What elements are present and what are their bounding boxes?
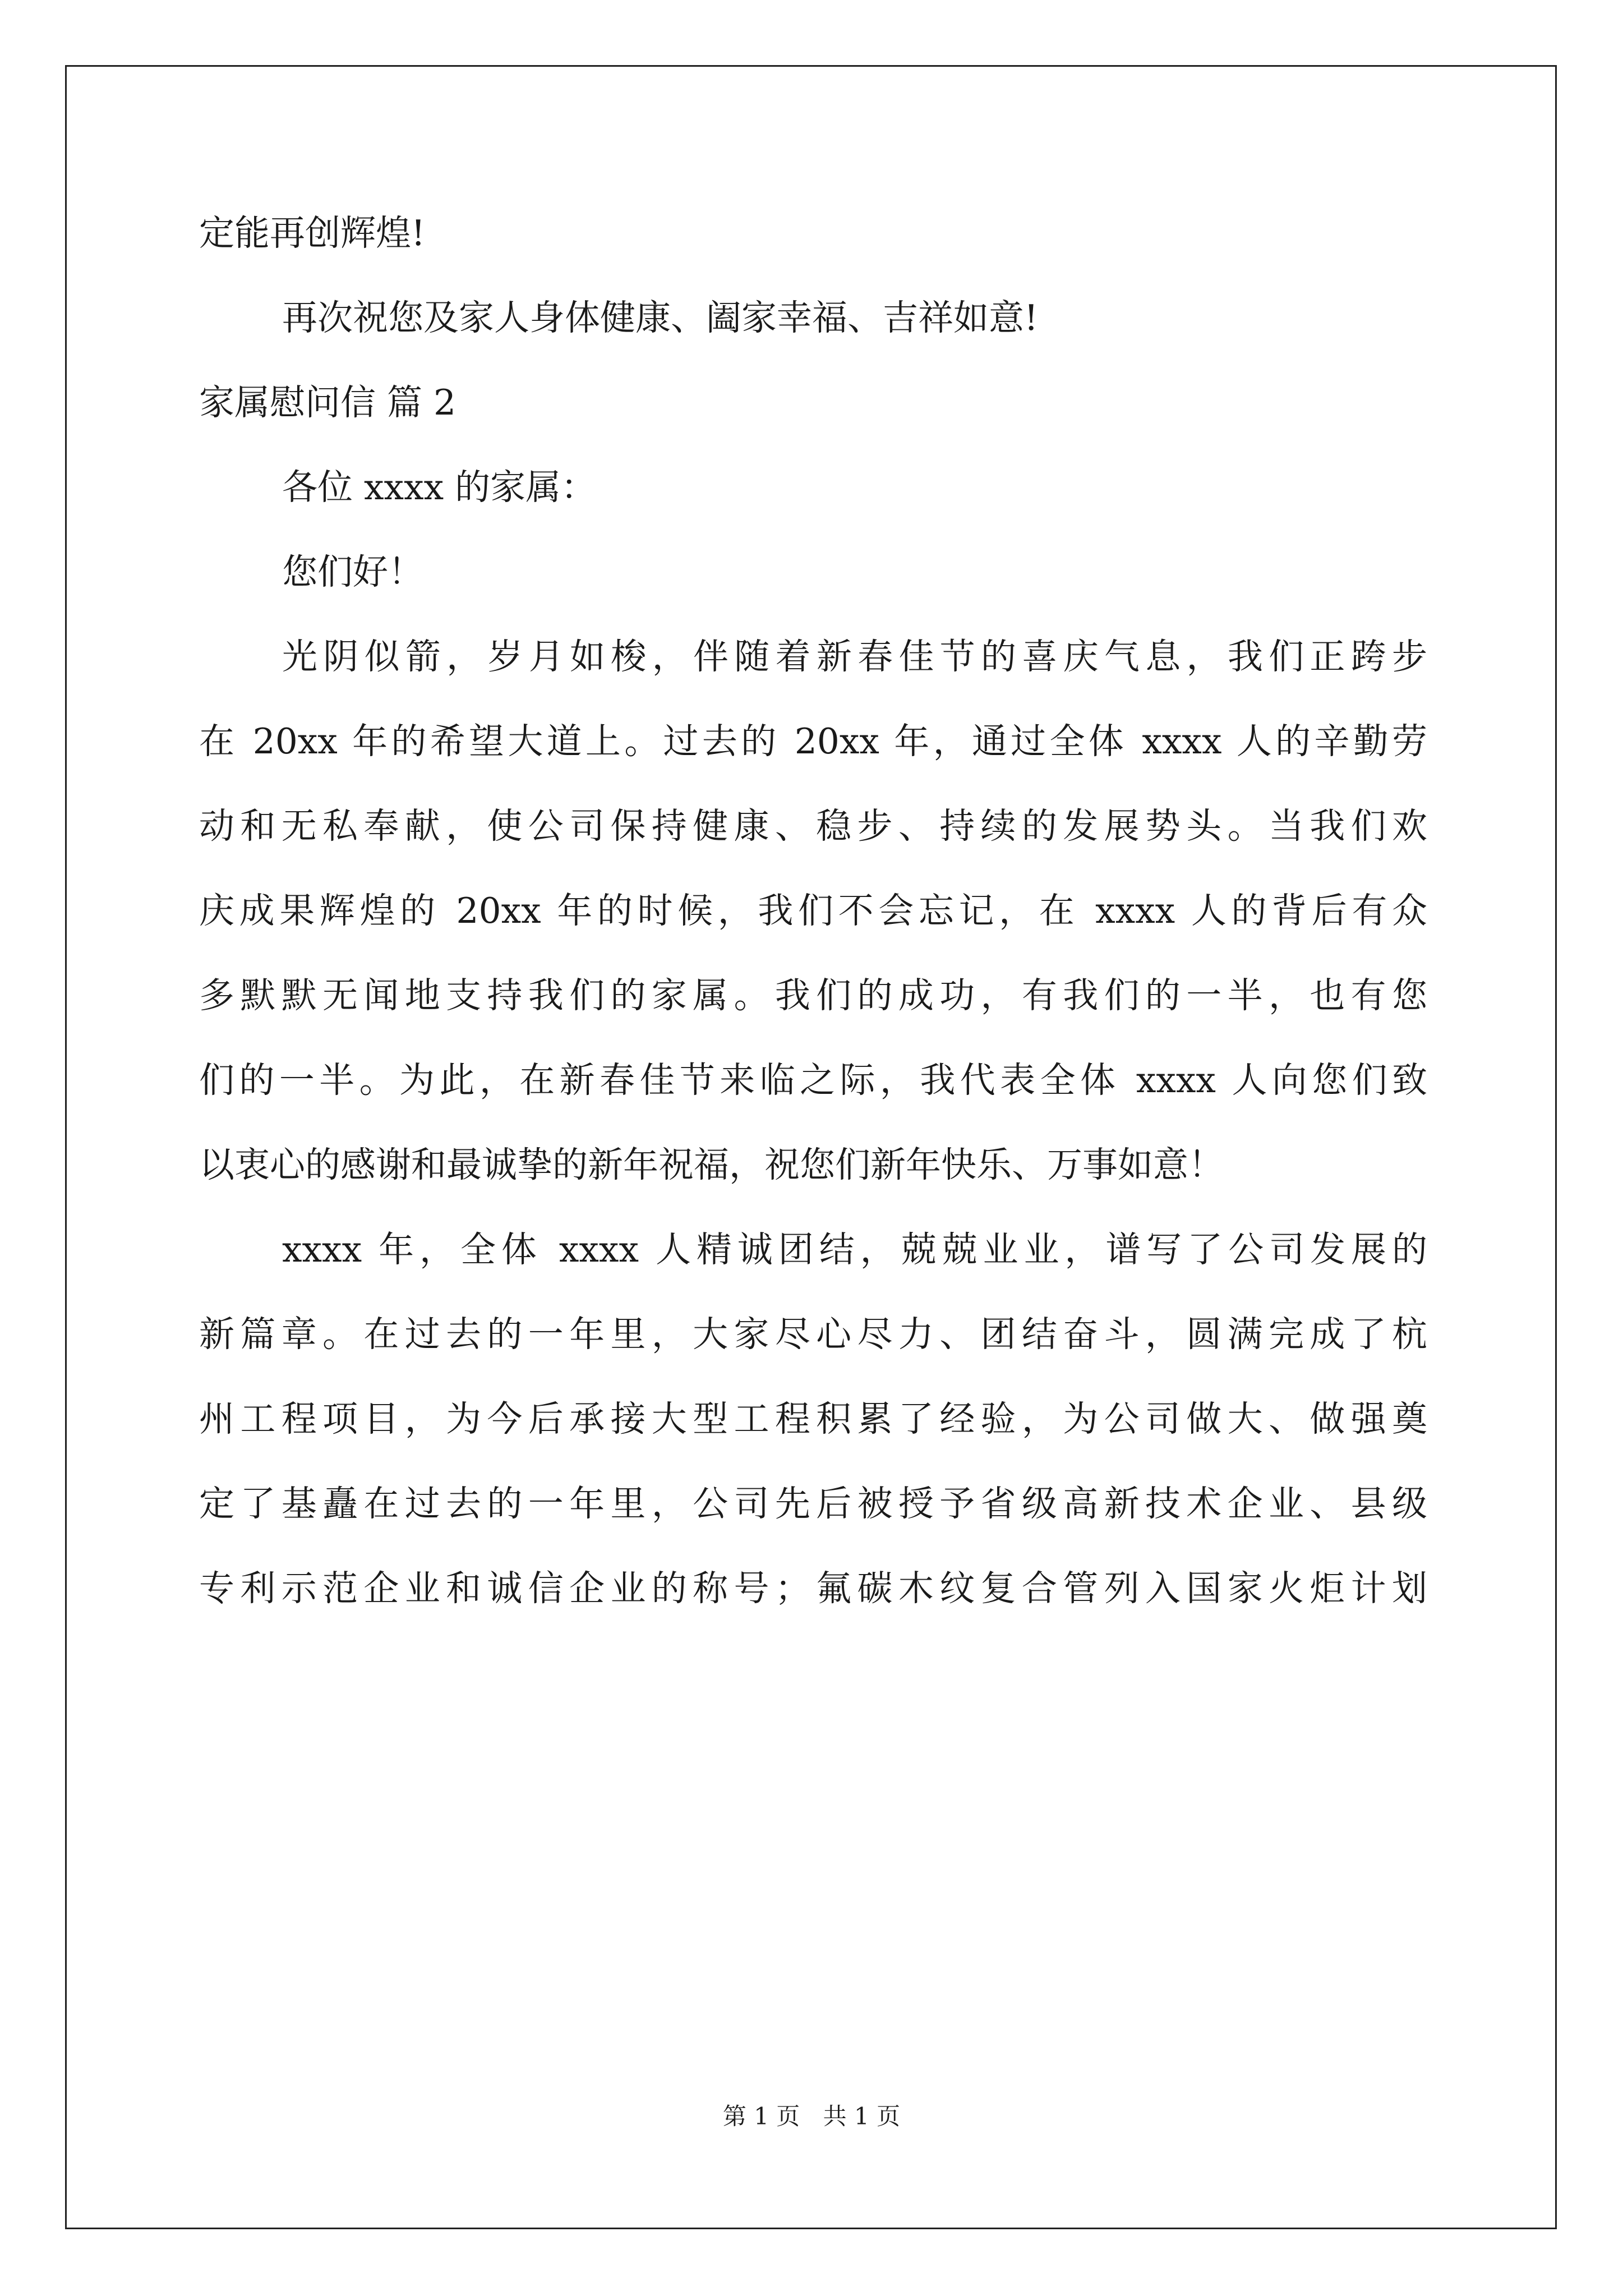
text-line: 专利示范企业和诚信企业的称号；氟碳木纹复合管列入国家火炬计划 bbox=[199, 1568, 1427, 1609]
text-line: 在 20xx 年的希望大道上。过去的 20xx 年，通过全体 xxxx 人的辛勤劳 bbox=[199, 721, 1427, 762]
text-line: 动和无私奉献，使公司保持健康、稳步、持续的发展势头。当我们欢 bbox=[199, 806, 1427, 846]
salutation: 各位 xxxx 的家属： bbox=[282, 467, 597, 508]
text-line: 光阴似箭，岁月如梭，伴随着新春佳节的喜庆气息，我们正跨步 bbox=[282, 636, 1427, 677]
page-total: 共 1 页 bbox=[823, 2102, 901, 2130]
section-heading: 家属慰问信 篇 2 bbox=[199, 382, 457, 423]
text-line: 定能再创辉煌! bbox=[199, 213, 426, 254]
text-line: 新篇章。在过去的一年里，大家尽心尽力、团结奋斗，圆满完成了杭 bbox=[199, 1314, 1427, 1355]
document-body bbox=[199, 191, 1427, 1631]
page-footer bbox=[0, 2098, 1623, 2132]
text-line: 庆成果辉煌的 20xx 年的时候，我们不会忘记，在 xxxx 人的背后有众 bbox=[199, 890, 1427, 931]
text-line: 们的一半。为此，在新春佳节来临之际，我代表全体 xxxx 人向您们致 bbox=[199, 1060, 1427, 1101]
text-line: 州工程项目，为今后承接大型工程积累了经验，为公司做大、做强奠 bbox=[199, 1398, 1427, 1439]
text-line: xxxx 年，全体 xxxx 人精诚团结，兢兢业业，谱写了公司发展的 bbox=[282, 1229, 1427, 1270]
greeting: 您们好！ bbox=[282, 551, 423, 592]
text-line: 以衷心的感谢和最诚挚的新年祝福，祝您们新年快乐、万事如意！ bbox=[199, 1144, 1224, 1185]
text-line: 多默默无闻地支持我们的家属。我们的成功，有我们的一半，也有您 bbox=[199, 975, 1427, 1016]
text-line: 定了基矗在过去的一年里，公司先后被授予省级高新技术企业、县级 bbox=[199, 1483, 1427, 1524]
text-line: 再次祝您及家人身体健康、阖家幸福、吉祥如意! bbox=[282, 297, 1039, 338]
page-number: 第 1 页 bbox=[722, 2102, 800, 2130]
